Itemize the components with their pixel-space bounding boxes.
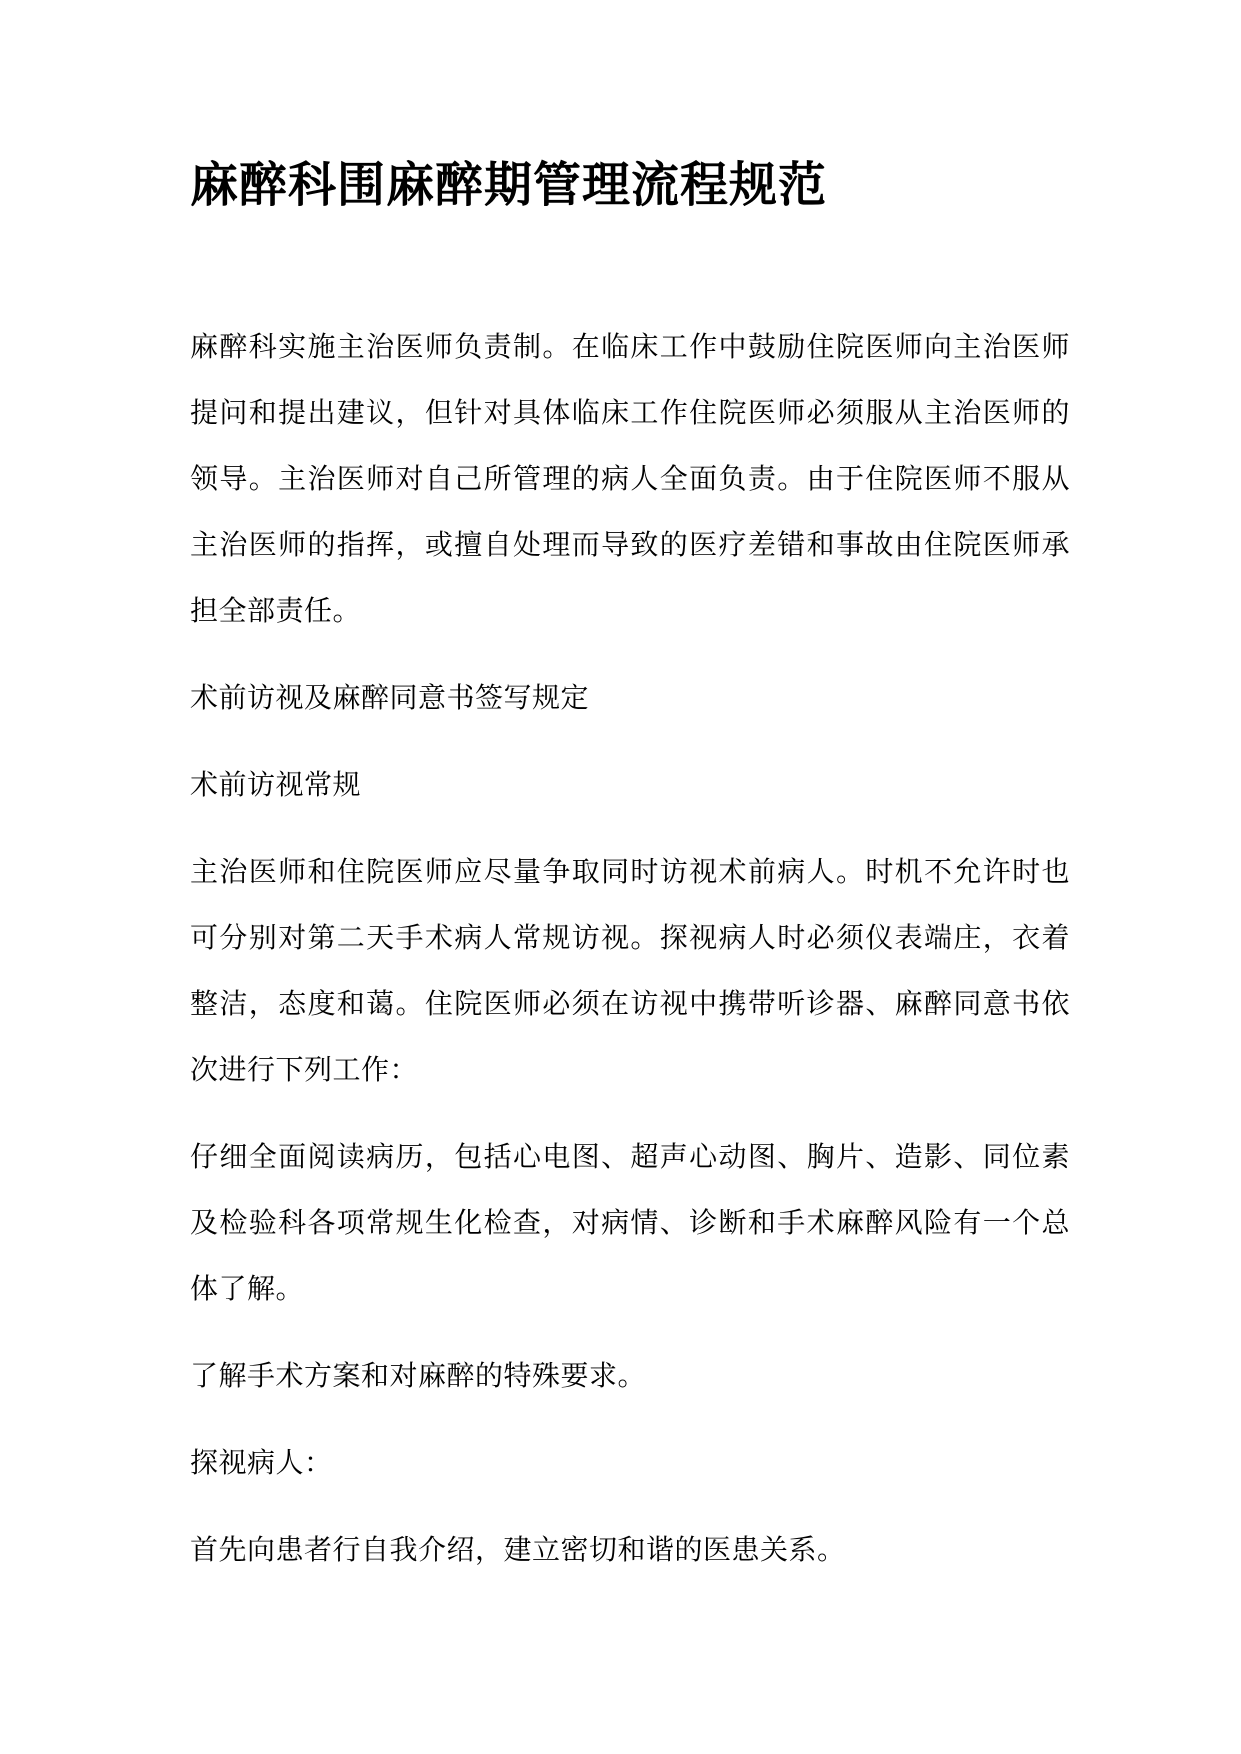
section-heading-preop-visit-consent: 术前访视及麻醉同意书签写规定 — [190, 681, 590, 714]
section-heading-preop-visit-routine: 术前访视常规 — [190, 768, 362, 801]
paragraph-visit-procedure: 主治医师和住院医师应尽量争取同时访视术前病人。时机不允许时也可分别对第二天手术病人常规访视。探视病人时必须仪表端庄，衣着整洁，态度和蔼。住院医师必须在访视中携带听诊器、麻醉同意书依次进行下列工作： — [190, 855, 1070, 1086]
document-title: 麻醉科围麻醉期管理流程规范 — [190, 157, 828, 213]
paragraph-read-records: 仔细全面阅读病历，包括心电图、超声心动图、胸片、造影、同位素及检验科各项常规生化检查，对病情、诊断和手术麻醉风险有一个总体了解。 — [190, 1140, 1070, 1305]
paragraph-responsibility: 麻醉科实施主治医师负责制。在临床工作中鼓励住院医师向主治医师提问和提出建议，但针对具体临床工作住院医师必须服从主治医师的领导。主治医师对自己所管理的病人全面负责。由于住院医师不服从主治医师的指挥，或擅自处理而导致的医疗差错和事故由住院医师承担全部责任。 — [190, 330, 1070, 627]
section-heading-visit-patient: 探视病人： — [190, 1446, 333, 1479]
paragraph-self-introduction: 首先向患者行自我介绍，建立密切和谐的医患关系。 — [190, 1533, 846, 1566]
paragraph-surgery-plan: 了解手术方案和对麻醉的特殊要求。 — [190, 1359, 647, 1392]
document-body — [190, 314, 1070, 1604]
